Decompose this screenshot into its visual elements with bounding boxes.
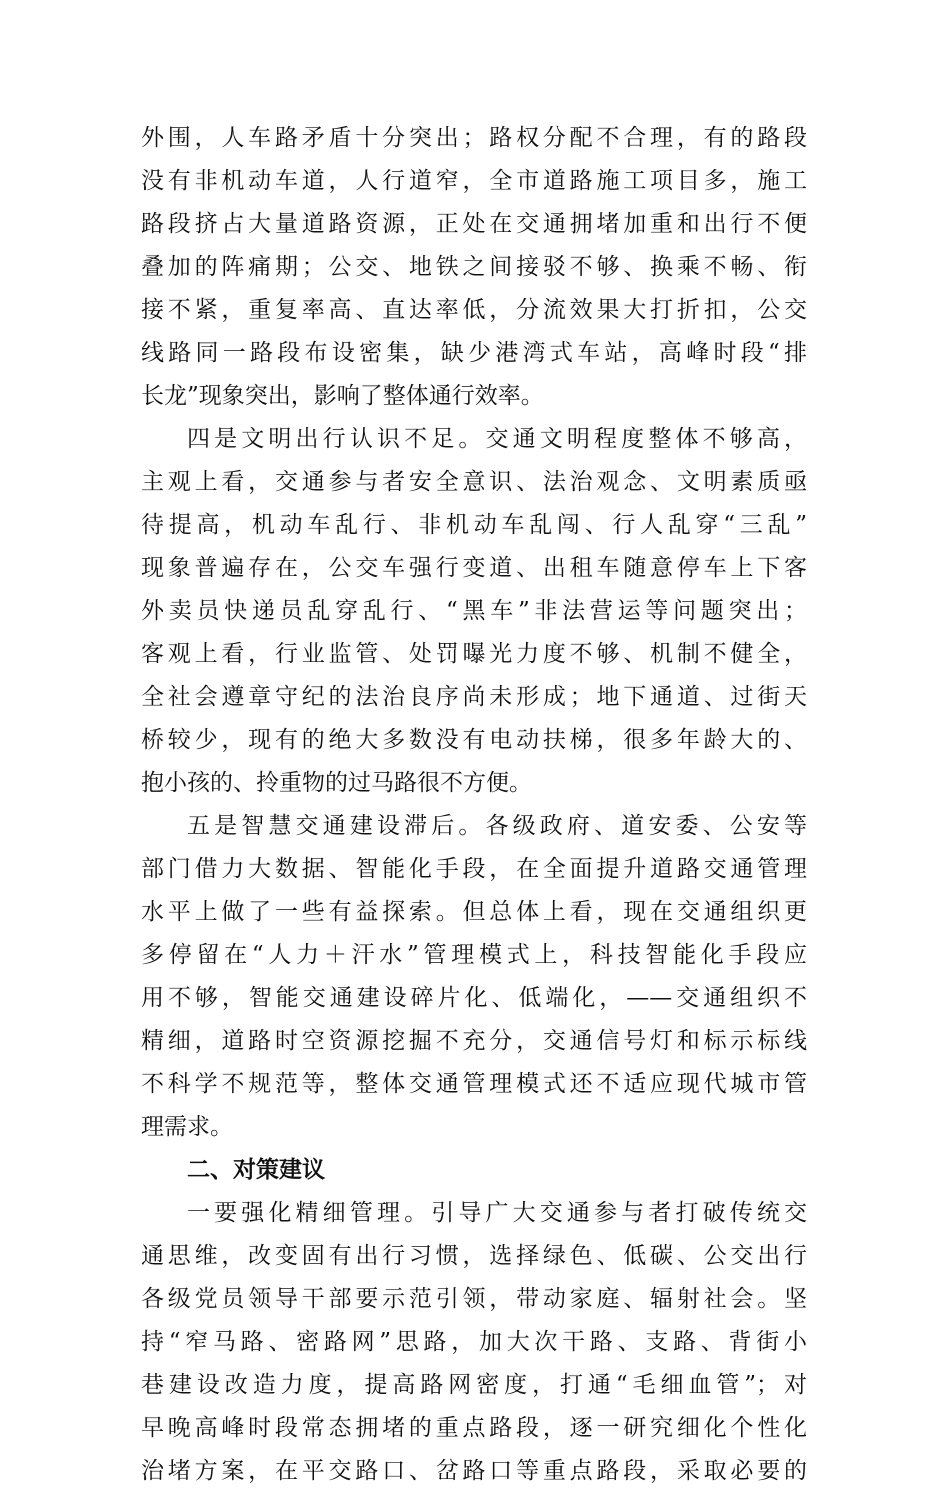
paragraph-line: 四是文明出行认识不足。交通文明程度整体不够高， — [187, 426, 807, 452]
paragraph-line: 全社会遵章守纪的法治良序尚未形成；地下通道、过街天 — [141, 684, 807, 710]
paragraph-line: 一要强化精细管理。引导广大交通参与者打破传统交 — [187, 1200, 807, 1226]
paragraph-line: 桥较少，现有的绝大多数没有电动扶梯，很多年龄大的、 — [141, 727, 807, 753]
paragraph-line: 持“窄马路、密路网”思路，加大次干路、支路、背街小 — [141, 1329, 807, 1355]
paragraph-line: 线路同一路段布设密集，缺少港湾式车站，高峰时段“排 — [141, 340, 807, 366]
paragraph-line: 多停留在“人力＋汗水”管理模式上，科技智能化手段应 — [141, 942, 807, 968]
paragraph-line: 长龙”现象突出，影响了整体通行效率。 — [141, 383, 544, 409]
paragraph-line: 通思维，改变固有出行习惯，选择绿色、低碳、公交出行 — [141, 1243, 807, 1269]
paragraph-line: 五是智慧交通建设滞后。各级政府、道安委、公安等 — [187, 813, 807, 839]
paragraph-line: 现象普遍存在，公交车强行变道、出租车随意停车上下客 — [141, 555, 807, 581]
paragraph-line: 没有非机动车道，人行道窄，全市道路施工项目多，施工 — [141, 168, 807, 194]
document-body — [141, 117, 807, 1493]
paragraph-line: 外卖员快递员乱穿乱行、“黑车”非法营运等问题突出； — [141, 598, 807, 624]
paragraph-line: 部门借力大数据、智能化手段，在全面提升道路交通管理 — [141, 856, 807, 882]
paragraph-line: 精细，道路时空资源挖掘不充分，交通信号灯和标示标线 — [141, 1028, 807, 1054]
paragraph-line: 治堵方案，在平交路口、岔路口等重点路段，采取必要的 — [141, 1458, 807, 1484]
paragraph-line: 水平上做了一些有益探索。但总体上看，现在交通组织更 — [141, 899, 807, 925]
paragraph-line: 主观上看，交通参与者安全意识、法治观念、文明素质亟 — [141, 469, 807, 495]
paragraph-line: 早晚高峰时段常态拥堵的重点路段，逐一研究细化个性化 — [141, 1415, 807, 1441]
paragraph-line: 路段挤占大量道路资源，正处在交通拥堵加重和出行不便 — [141, 211, 807, 237]
paragraph-line: 叠加的阵痛期；公交、地铁之间接驳不够、换乘不畅、衔 — [141, 254, 807, 280]
paragraph-line: 巷建设改造力度，提高路网密度，打通“毛细血管”；对 — [141, 1372, 807, 1398]
paragraph-line: 用不够，智能交通建设碎片化、低端化，——交通组织不 — [141, 985, 807, 1011]
paragraph-line: 接不紧，重复率高、直达率低，分流效果大打折扣，公交 — [141, 297, 807, 323]
paragraph-line: 待提高，机动车乱行、非机动车乱闯、行人乱穿“三乱” — [141, 512, 807, 538]
paragraph-line: 各级党员领导干部要示范引领，带动家庭、辐射社会。坚 — [141, 1286, 807, 1312]
paragraph-line: 抱小孩的、拎重物的过马路很不方便。 — [141, 770, 532, 796]
paragraph-line: 外围，人车路矛盾十分突出；路权分配不合理，有的路段 — [141, 125, 807, 151]
paragraph-line: 客观上看，行业监管、处罚曝光力度不够、机制不健全， — [141, 641, 807, 667]
paragraph-line: 不科学不规范等，整体交通管理模式还不适应现代城市管 — [141, 1071, 807, 1097]
paragraph-line: 理需求。 — [141, 1114, 233, 1140]
section-heading: 二、对策建议 — [187, 1157, 325, 1183]
